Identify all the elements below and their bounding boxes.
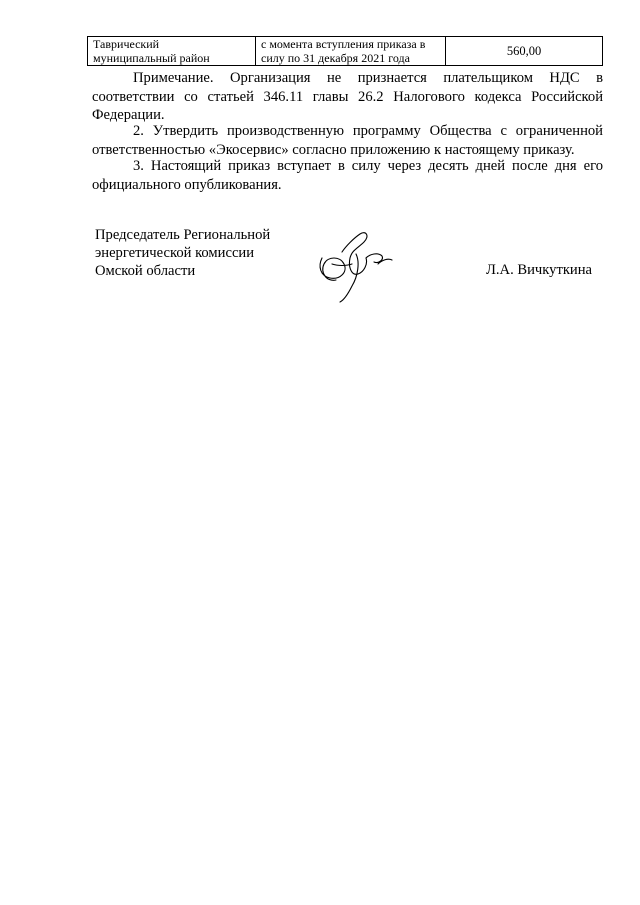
- territory-text: Таврический: [93, 37, 160, 51]
- period-cell: [256, 37, 446, 66]
- paragraph-line: 2. Утвердить производственную программу Общества с ограниченной: [133, 123, 603, 139]
- table-row: [88, 37, 603, 66]
- position-line: Председатель Региональной: [95, 227, 271, 243]
- paragraph-line: ответственностью «Экосервис» согласно приложению к настоящему приказу.: [92, 141, 575, 158]
- paragraph-line: 3. Настоящий приказ вступает в силу через десять дней после дня его: [133, 158, 603, 174]
- tariff-value-cell: 560,00: [446, 37, 603, 66]
- period-text: с момента вступления приказа в: [261, 37, 426, 51]
- item-3-paragraph: [92, 157, 603, 194]
- tariff-table: [87, 36, 603, 66]
- paragraph-line: Примечание. Организация не признается плательщиком НДС в: [133, 70, 603, 86]
- handwritten-signature: [312, 228, 402, 308]
- territory-cell: [88, 37, 256, 66]
- position-line: энергетической комиссии: [95, 245, 255, 261]
- position-line: Омской области: [95, 263, 196, 279]
- paragraph-line: соответствии со статьей 346.11 главы 26.2 Налогового кодекса Российской: [92, 88, 603, 105]
- note-paragraph: [92, 69, 603, 125]
- period-text: силу по 31 декабря 2021 года: [261, 51, 410, 65]
- signatory-name: Л.А. Вичкуткина: [486, 262, 593, 278]
- paragraph-line: официального опубликования.: [92, 176, 282, 193]
- signatory-position: [95, 226, 270, 280]
- territory-text: муниципальный район: [93, 51, 210, 65]
- paragraph-line: Федерации.: [92, 107, 165, 124]
- item-2-paragraph: [92, 122, 603, 159]
